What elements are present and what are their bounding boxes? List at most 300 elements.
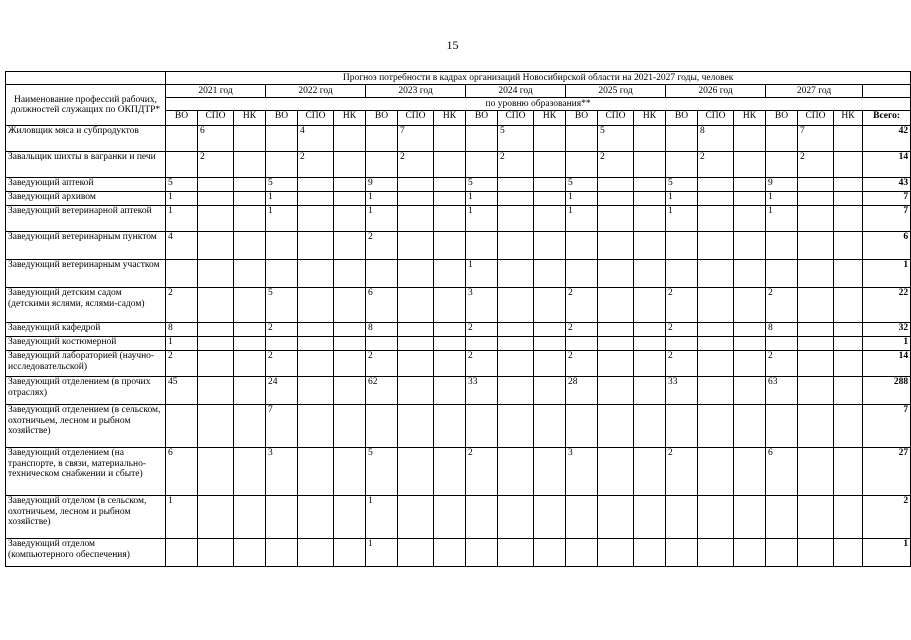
- value-cell: [466, 126, 498, 152]
- value-cell: [298, 192, 334, 206]
- profession-name: Заведующий детским садом (детскими яслями, яслями-садом): [6, 288, 166, 323]
- value-cell: 1: [366, 206, 398, 232]
- value-cell: [598, 323, 634, 337]
- value-cell: [666, 337, 698, 351]
- value-cell: 5: [266, 178, 298, 192]
- value-cell: [466, 405, 498, 448]
- value-cell: [434, 323, 466, 337]
- value-cell: [734, 206, 766, 232]
- value-cell: [498, 496, 534, 539]
- value-cell: [734, 288, 766, 323]
- value-cell: [566, 232, 598, 260]
- value-cell: [834, 232, 863, 260]
- value-cell: [466, 337, 498, 351]
- value-cell: [798, 377, 834, 405]
- value-cell: [434, 405, 466, 448]
- value-cell: [334, 405, 366, 448]
- value-cell: [634, 288, 666, 323]
- value-cell: 5: [366, 448, 398, 496]
- value-cell: [334, 496, 366, 539]
- table-row: [6, 206, 911, 232]
- value-cell: [766, 496, 798, 539]
- value-cell: [734, 260, 766, 288]
- value-cell: [766, 126, 798, 152]
- value-cell: [198, 377, 234, 405]
- value-cell: 2: [266, 351, 298, 377]
- value-cell: 5: [566, 178, 598, 192]
- value-cell: [234, 448, 266, 496]
- value-cell: [734, 351, 766, 377]
- value-cell: [834, 405, 863, 448]
- value-cell: [834, 323, 863, 337]
- value-cell: [534, 539, 566, 567]
- value-cell: [734, 337, 766, 351]
- row-total: 6: [863, 232, 911, 260]
- education-level-header: ВО: [666, 111, 698, 126]
- value-cell: 1: [466, 206, 498, 232]
- year-header: 2027 год: [766, 85, 863, 98]
- value-cell: [334, 232, 366, 260]
- value-cell: [698, 405, 734, 448]
- value-cell: [434, 288, 466, 323]
- value-cell: 5: [166, 178, 198, 192]
- value-cell: [166, 405, 198, 448]
- value-cell: [566, 405, 598, 448]
- value-cell: 33: [466, 377, 498, 405]
- profession-name: Заведующий костюмерной: [6, 337, 166, 351]
- profession-name: Заведующий архивом: [6, 192, 166, 206]
- value-cell: 9: [766, 178, 798, 192]
- value-cell: 5: [666, 178, 698, 192]
- value-cell: [598, 192, 634, 206]
- value-cell: 1: [566, 206, 598, 232]
- value-cell: [534, 178, 566, 192]
- value-cell: [198, 405, 234, 448]
- value-cell: [634, 260, 666, 288]
- value-cell: 1: [666, 192, 698, 206]
- value-cell: [198, 232, 234, 260]
- education-level-header: ВО: [366, 111, 398, 126]
- value-cell: [634, 152, 666, 178]
- table-row: [6, 126, 911, 152]
- value-cell: [266, 539, 298, 567]
- value-cell: [434, 337, 466, 351]
- value-cell: [266, 152, 298, 178]
- value-cell: [298, 496, 334, 539]
- value-cell: 2: [498, 152, 534, 178]
- row-total: 32: [863, 323, 911, 337]
- value-cell: [434, 206, 466, 232]
- education-level-header: НК: [334, 111, 366, 126]
- value-cell: [834, 288, 863, 323]
- value-cell: [598, 232, 634, 260]
- value-cell: [198, 206, 234, 232]
- value-cell: 1: [566, 192, 598, 206]
- profession-name: Заведующий ветеринарным участком: [6, 260, 166, 288]
- value-cell: 33: [666, 377, 698, 405]
- education-level-header: ВО: [466, 111, 498, 126]
- value-cell: 2: [198, 152, 234, 178]
- education-level-header: СПО: [598, 111, 634, 126]
- table-row: [6, 152, 911, 178]
- value-cell: [798, 351, 834, 377]
- value-cell: [798, 405, 834, 448]
- value-cell: [498, 405, 534, 448]
- education-level-header: СПО: [398, 111, 434, 126]
- value-cell: [398, 206, 434, 232]
- value-cell: [798, 496, 834, 539]
- value-cell: [498, 448, 534, 496]
- value-cell: [498, 232, 534, 260]
- value-cell: [434, 448, 466, 496]
- value-cell: 7: [398, 126, 434, 152]
- value-cell: [534, 206, 566, 232]
- value-cell: [234, 260, 266, 288]
- value-cell: 2: [466, 448, 498, 496]
- value-cell: [298, 337, 334, 351]
- value-cell: [234, 232, 266, 260]
- value-cell: 1: [166, 192, 198, 206]
- value-cell: 8: [366, 323, 398, 337]
- value-cell: [798, 539, 834, 567]
- value-cell: 6: [366, 288, 398, 323]
- row-total: 14: [863, 152, 911, 178]
- value-cell: 2: [698, 152, 734, 178]
- value-cell: [298, 288, 334, 323]
- value-cell: [234, 377, 266, 405]
- value-cell: 45: [166, 377, 198, 405]
- value-cell: [734, 377, 766, 405]
- profession-name: Заведующий отделом (в сельском, охотничьем, лесном и рыбном хозяйстве): [6, 496, 166, 539]
- row-total: 14: [863, 351, 911, 377]
- value-cell: 1: [466, 192, 498, 206]
- value-cell: [698, 496, 734, 539]
- value-cell: 2: [166, 351, 198, 377]
- value-cell: [666, 539, 698, 567]
- value-cell: [698, 206, 734, 232]
- value-cell: [834, 448, 863, 496]
- value-cell: [234, 178, 266, 192]
- value-cell: [334, 539, 366, 567]
- value-cell: [534, 496, 566, 539]
- value-cell: [834, 192, 863, 206]
- value-cell: [434, 126, 466, 152]
- value-cell: [734, 178, 766, 192]
- value-cell: [534, 405, 566, 448]
- value-cell: [498, 288, 534, 323]
- value-cell: 1: [366, 539, 398, 567]
- value-cell: [834, 178, 863, 192]
- value-cell: [298, 448, 334, 496]
- profession-name: Заведующий кафедрой: [6, 323, 166, 337]
- year-header: 2024 год: [466, 85, 566, 98]
- value-cell: [634, 351, 666, 377]
- value-cell: [534, 323, 566, 337]
- value-cell: [466, 152, 498, 178]
- value-cell: [334, 448, 366, 496]
- row-total: 2: [863, 496, 911, 539]
- value-cell: [266, 260, 298, 288]
- profession-name: Заведующий отделом (компьютерного обеспечения): [6, 539, 166, 567]
- value-cell: [634, 448, 666, 496]
- year-header: 2021 год: [166, 85, 266, 98]
- value-cell: [266, 496, 298, 539]
- value-cell: [198, 351, 234, 377]
- value-cell: [234, 351, 266, 377]
- value-cell: [498, 178, 534, 192]
- value-cell: [698, 323, 734, 337]
- value-cell: [634, 178, 666, 192]
- name-column-header: Наименование профессий рабочих, должностей служащих по ОКПДТР*: [6, 85, 166, 126]
- value-cell: [798, 448, 834, 496]
- education-level-header: НК: [234, 111, 266, 126]
- value-cell: [198, 192, 234, 206]
- row-total: 43: [863, 178, 911, 192]
- value-cell: [534, 152, 566, 178]
- value-cell: [698, 351, 734, 377]
- value-cell: 3: [466, 288, 498, 323]
- year-header: 2025 год: [566, 85, 666, 98]
- value-cell: [634, 405, 666, 448]
- value-cell: 62: [366, 377, 398, 405]
- value-cell: [634, 337, 666, 351]
- value-cell: [598, 351, 634, 377]
- value-cell: [566, 260, 598, 288]
- value-cell: [498, 337, 534, 351]
- value-cell: [534, 232, 566, 260]
- value-cell: 2: [598, 152, 634, 178]
- value-cell: 1: [366, 192, 398, 206]
- value-cell: [234, 337, 266, 351]
- value-cell: [234, 323, 266, 337]
- value-cell: [666, 405, 698, 448]
- profession-name: Заведующий аптекой: [6, 178, 166, 192]
- value-cell: [398, 323, 434, 337]
- table-row: [6, 323, 911, 337]
- value-cell: [834, 260, 863, 288]
- value-cell: [198, 288, 234, 323]
- value-cell: [298, 323, 334, 337]
- table-row: [6, 351, 911, 377]
- value-cell: [398, 260, 434, 288]
- page-number: 15: [446, 38, 459, 52]
- forecast-title: Прогноз потребности в кадрах организаций Новосибирской области на 2021-2027 годы, человек: [166, 72, 911, 85]
- value-cell: [598, 206, 634, 232]
- table-row: [6, 448, 911, 496]
- value-cell: [334, 192, 366, 206]
- value-cell: [498, 539, 534, 567]
- value-cell: [298, 539, 334, 567]
- value-cell: 1: [366, 496, 398, 539]
- value-cell: 9: [366, 178, 398, 192]
- value-cell: [334, 323, 366, 337]
- value-cell: [698, 448, 734, 496]
- value-cell: 2: [166, 288, 198, 323]
- value-cell: [298, 206, 334, 232]
- value-cell: [598, 405, 634, 448]
- value-cell: 8: [698, 126, 734, 152]
- education-level-header: ВО: [266, 111, 298, 126]
- row-total: 7: [863, 206, 911, 232]
- value-cell: 8: [766, 323, 798, 337]
- value-cell: [298, 232, 334, 260]
- value-cell: [666, 232, 698, 260]
- value-cell: [834, 126, 863, 152]
- profession-name: Заведующий лабораторией (научно-исследовательской): [6, 351, 166, 377]
- value-cell: [434, 178, 466, 192]
- value-cell: [166, 539, 198, 567]
- row-total: 1: [863, 539, 911, 567]
- value-cell: [298, 260, 334, 288]
- value-cell: [198, 337, 234, 351]
- value-cell: [166, 152, 198, 178]
- value-cell: 2: [398, 152, 434, 178]
- value-cell: [734, 126, 766, 152]
- value-cell: [266, 126, 298, 152]
- value-cell: [598, 496, 634, 539]
- table-row: [6, 337, 911, 351]
- value-cell: 2: [766, 288, 798, 323]
- table-row: [6, 260, 911, 288]
- education-level-header: НК: [534, 111, 566, 126]
- value-cell: 5: [266, 288, 298, 323]
- value-cell: [634, 232, 666, 260]
- value-cell: [834, 206, 863, 232]
- value-cell: [366, 152, 398, 178]
- value-cell: [334, 260, 366, 288]
- value-cell: [666, 260, 698, 288]
- table-row: [6, 496, 911, 539]
- value-cell: [398, 377, 434, 405]
- value-cell: 24: [266, 377, 298, 405]
- table-row: [6, 377, 911, 405]
- value-cell: [398, 337, 434, 351]
- value-cell: 2: [566, 351, 598, 377]
- empty-header-cell: [863, 85, 911, 98]
- value-cell: [834, 152, 863, 178]
- table-row: [6, 405, 911, 448]
- value-cell: [198, 448, 234, 496]
- value-cell: [198, 260, 234, 288]
- education-level-header: НК: [834, 111, 863, 126]
- education-level-header: НК: [434, 111, 466, 126]
- value-cell: 2: [366, 232, 398, 260]
- value-cell: [766, 260, 798, 288]
- row-total: 22: [863, 288, 911, 323]
- value-cell: 1: [166, 337, 198, 351]
- year-header: 2022 год: [266, 85, 366, 98]
- value-cell: [466, 539, 498, 567]
- value-cell: [398, 351, 434, 377]
- value-cell: 8: [166, 323, 198, 337]
- row-total: 1: [863, 337, 911, 351]
- row-total: 288: [863, 377, 911, 405]
- value-cell: 2: [666, 323, 698, 337]
- value-cell: 3: [566, 448, 598, 496]
- value-cell: [566, 539, 598, 567]
- value-cell: [598, 337, 634, 351]
- value-cell: 5: [466, 178, 498, 192]
- value-cell: 1: [466, 260, 498, 288]
- value-cell: [834, 539, 863, 567]
- value-cell: [666, 496, 698, 539]
- value-cell: [398, 448, 434, 496]
- value-cell: [334, 337, 366, 351]
- row-total: 42: [863, 126, 911, 152]
- value-cell: 1: [266, 192, 298, 206]
- value-cell: [334, 377, 366, 405]
- value-cell: [434, 232, 466, 260]
- value-cell: 2: [366, 351, 398, 377]
- profession-name: Жиловщик мяса и субпродуктов: [6, 126, 166, 152]
- row-total: 1: [863, 260, 911, 288]
- value-cell: 7: [798, 126, 834, 152]
- value-cell: [534, 377, 566, 405]
- value-cell: 63: [766, 377, 798, 405]
- value-cell: [398, 232, 434, 260]
- value-cell: [398, 192, 434, 206]
- value-cell: [366, 405, 398, 448]
- value-cell: [798, 192, 834, 206]
- value-cell: [266, 337, 298, 351]
- value-cell: [834, 351, 863, 377]
- education-level-header: СПО: [498, 111, 534, 126]
- year-header: 2026 год: [666, 85, 766, 98]
- value-cell: [366, 337, 398, 351]
- value-cell: [734, 232, 766, 260]
- value-cell: [534, 260, 566, 288]
- value-cell: 2: [266, 323, 298, 337]
- profession-name: Заведующий отделением (в сельском, охотничьем, лесном и рыбном хозяйстве): [6, 405, 166, 448]
- value-cell: [166, 260, 198, 288]
- value-cell: [434, 539, 466, 567]
- value-cell: [466, 232, 498, 260]
- value-cell: [298, 405, 334, 448]
- value-cell: [398, 178, 434, 192]
- value-cell: [434, 152, 466, 178]
- value-cell: [798, 337, 834, 351]
- value-cell: [498, 206, 534, 232]
- value-cell: [598, 539, 634, 567]
- value-cell: [834, 337, 863, 351]
- row-total: 7: [863, 405, 911, 448]
- value-cell: 2: [566, 288, 598, 323]
- value-cell: [334, 152, 366, 178]
- value-cell: [734, 323, 766, 337]
- education-level-header: ВО: [766, 111, 798, 126]
- value-cell: [298, 351, 334, 377]
- value-cell: [766, 405, 798, 448]
- value-cell: 2: [666, 448, 698, 496]
- table-row: [6, 192, 911, 206]
- value-cell: 1: [666, 206, 698, 232]
- value-cell: 2: [298, 152, 334, 178]
- value-cell: [734, 192, 766, 206]
- value-cell: [334, 126, 366, 152]
- value-cell: [334, 288, 366, 323]
- profession-name: Заведующий ветеринарной аптекой: [6, 206, 166, 232]
- value-cell: [798, 206, 834, 232]
- value-cell: [766, 232, 798, 260]
- value-cell: [498, 323, 534, 337]
- education-level-header: НК: [734, 111, 766, 126]
- value-cell: [498, 351, 534, 377]
- value-cell: 2: [566, 323, 598, 337]
- education-level-header: СПО: [198, 111, 234, 126]
- value-cell: [766, 152, 798, 178]
- value-cell: 4: [166, 232, 198, 260]
- value-cell: [734, 448, 766, 496]
